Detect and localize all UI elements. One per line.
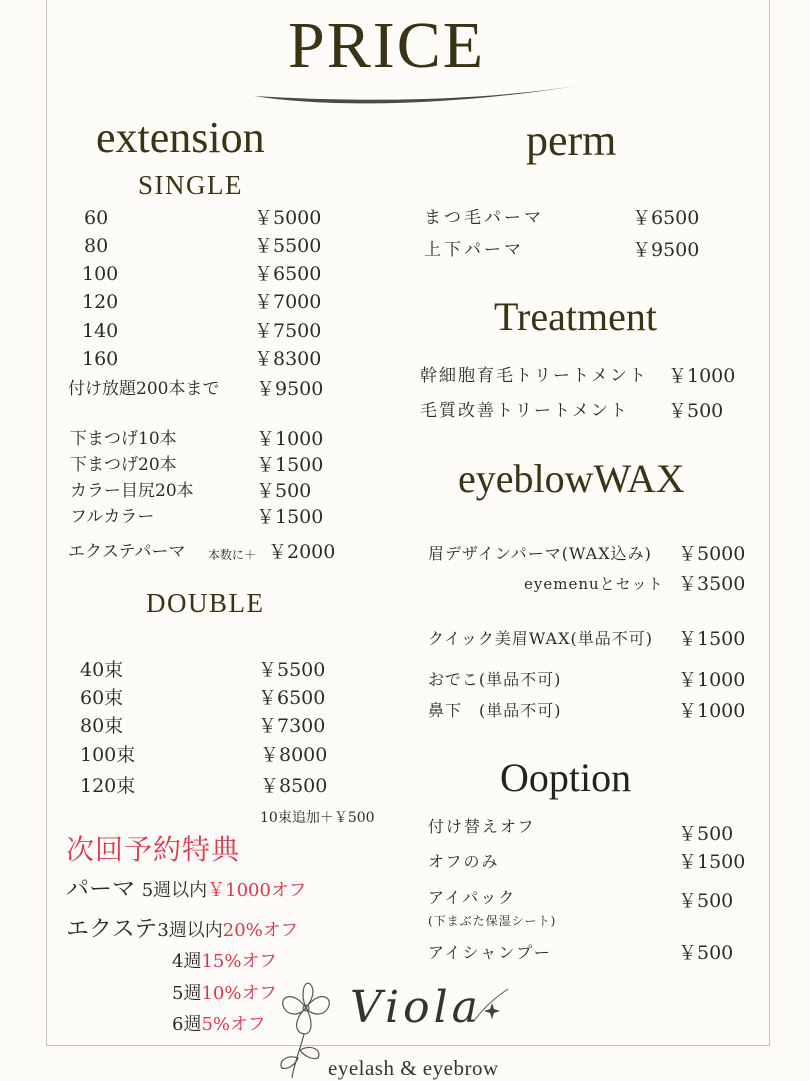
- row-label: 80: [84, 235, 109, 257]
- row-price: ￥7300: [258, 715, 326, 737]
- row-label: 40束: [80, 659, 124, 681]
- row-price: ￥7500: [254, 320, 322, 342]
- row-price: ￥2000: [268, 541, 336, 563]
- row-label: アイシャンプー: [428, 943, 552, 962]
- row-price: ￥9500: [256, 378, 324, 400]
- wax-heading: eyeblowWAX: [458, 456, 685, 501]
- row-price: ￥1500: [678, 851, 746, 873]
- row-label: 付け放題200本まで: [68, 379, 220, 399]
- promo-tier: [172, 983, 277, 1005]
- row-label: 付け替えオフ: [428, 817, 536, 836]
- row-price: ￥500: [668, 400, 724, 422]
- treatment-heading: Treatment: [494, 294, 657, 339]
- promo-cond: 3週以内: [157, 920, 223, 941]
- row-label: アイパック: [428, 888, 517, 907]
- perm-heading: perm: [526, 116, 617, 165]
- double-heading: DOUBLE: [146, 588, 265, 618]
- row-price: ￥6500: [632, 207, 700, 229]
- row-label: 120束: [80, 775, 136, 797]
- row-price: ￥1000: [668, 365, 736, 387]
- row-label: 下まつげ20本: [70, 455, 177, 475]
- row-label: まつ毛パーマ: [424, 208, 544, 228]
- promo-perm: [66, 878, 306, 902]
- row-label: 鼻下 (単品不可): [428, 701, 562, 720]
- row-price: ￥500: [678, 890, 734, 912]
- promo-label: パーマ: [66, 876, 135, 902]
- tier-benefit: 5%オフ: [201, 1014, 266, 1035]
- logo-script: Viola: [350, 982, 482, 1033]
- row-label: オフのみ: [428, 852, 500, 871]
- row-price: ￥7000: [254, 291, 322, 313]
- row-price: ￥500: [256, 480, 312, 502]
- row-price: ￥8500: [260, 775, 328, 797]
- row-price: ￥1000: [256, 428, 324, 450]
- promo-label: エクステ: [66, 916, 158, 942]
- row-price: ￥3500: [678, 573, 746, 595]
- row-price: ￥1000: [678, 669, 746, 691]
- row-label: エクステパーマ: [68, 542, 186, 562]
- row-label: 幹細胞育毛トリートメント: [420, 366, 648, 386]
- extension-heading: extension: [96, 113, 265, 162]
- row-price: ￥8000: [260, 744, 328, 766]
- row-label: 下まつげ10本: [70, 429, 177, 449]
- row-price: ￥5000: [254, 207, 322, 229]
- double-addon: 10束追加＋￥500: [260, 810, 375, 826]
- promo-ext: [66, 918, 298, 942]
- row-price: ￥500: [678, 823, 734, 845]
- row-label: 毛質改善トリートメント: [420, 401, 629, 421]
- row-label: 上下パーマ: [424, 240, 524, 260]
- promo-benefit: 20%オフ: [222, 920, 299, 941]
- row-label: 120: [82, 291, 119, 313]
- row-label: おでこ(単品不可): [428, 670, 562, 689]
- row-label: 100束: [80, 744, 136, 766]
- row-label: 眉デザインパーマ(WAX込み): [428, 544, 652, 563]
- row-price: ￥8300: [254, 348, 322, 370]
- row-label: フルカラー: [70, 507, 155, 527]
- swoosh-underline: [250, 82, 580, 106]
- option-heading: Ooption: [500, 755, 632, 800]
- tier-benefit: 15%オフ: [201, 951, 277, 972]
- row-label: 80束: [80, 715, 124, 737]
- logo-tagline: eyelash & eyebrow: [328, 1056, 499, 1080]
- tier-week: 5週: [172, 983, 202, 1004]
- row-price: ￥5500: [258, 659, 326, 681]
- row-label: 140: [82, 320, 119, 342]
- row-label: eyemenuとセット: [524, 575, 664, 593]
- sparkle-icon: [470, 985, 510, 1025]
- row-price: ￥1000: [678, 700, 746, 722]
- tier-benefit: 10%オフ: [201, 983, 277, 1004]
- row-price: ￥6500: [254, 263, 322, 285]
- row-price: ￥5500: [254, 235, 322, 257]
- row-price: ￥9500: [632, 239, 700, 261]
- row-label: 60束: [80, 687, 124, 709]
- row-price: ￥1500: [678, 628, 746, 650]
- row-price: ￥5000: [678, 543, 746, 565]
- row-price: ￥1500: [256, 454, 324, 476]
- row-price: ￥1500: [256, 506, 324, 528]
- promo-cond: 5週以内: [141, 880, 208, 901]
- row-note: 本数に＋: [208, 548, 257, 562]
- row-label: クイック美眉WAX(単品不可): [428, 629, 653, 648]
- row-price: ￥6500: [258, 687, 326, 709]
- row-price: ￥500: [678, 942, 734, 964]
- row-label: カラー目尻20本: [70, 481, 194, 501]
- promo-tier: [172, 951, 277, 973]
- row-label: 160: [82, 348, 119, 370]
- promo-tier: [172, 1014, 265, 1036]
- tier-week: 6週: [172, 1014, 202, 1035]
- row-label: 60: [84, 207, 109, 229]
- tier-week: 4週: [172, 951, 202, 972]
- promo-benefit: ￥1000オフ: [207, 880, 307, 901]
- row-label: 100: [82, 263, 119, 285]
- page-title: PRICE: [288, 9, 486, 82]
- promo-heading: 次回予約特典: [66, 833, 241, 866]
- single-heading: SINGLE: [138, 170, 243, 200]
- option-subnote: (下まぶた保湿シート): [428, 914, 557, 928]
